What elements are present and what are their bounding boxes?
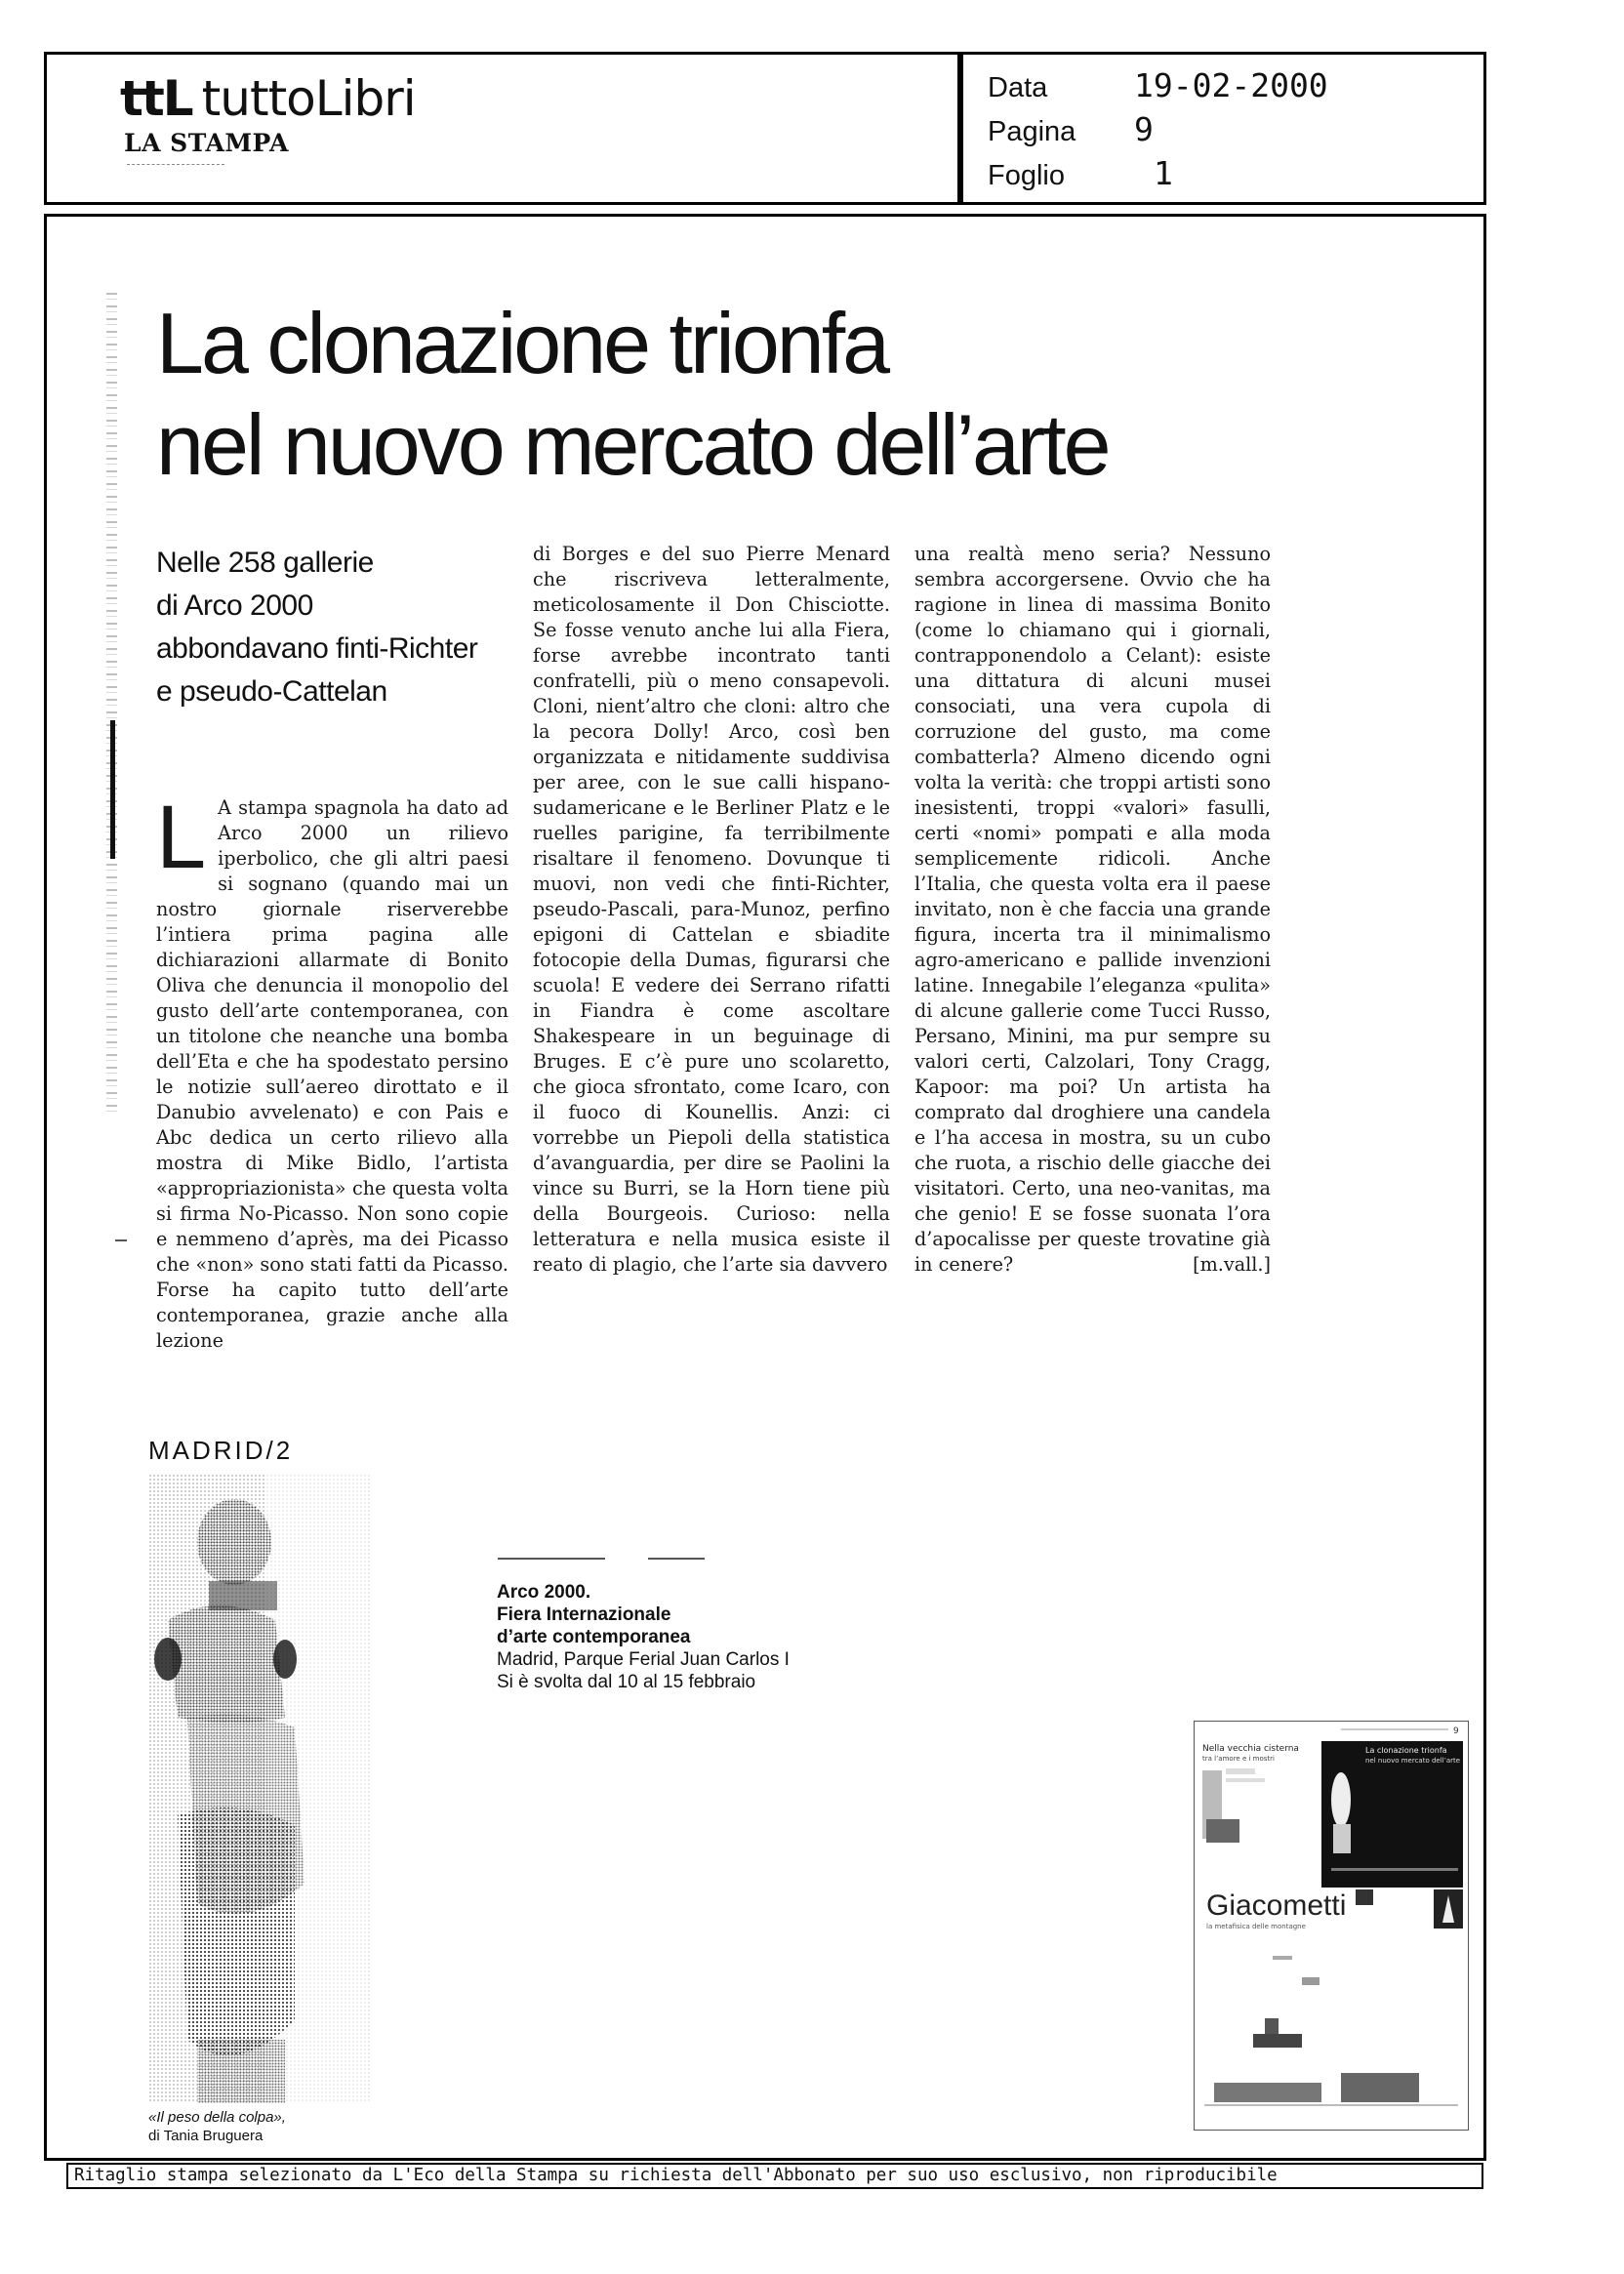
column-2-text: di Borges e del suo Pierre Menard che riscriveva letteralmente, meticolosamente il Don Chisciotte. Se fosse venuto anche lui alla Fiera, forse avrebbe incontrato tanti confratelli, più o meno consapevoli. Cloni, nient’altro che cloni: altro che la pecora Dolly! Arco, così ben organizzata e nitidamente suddivisa per aree, con le sue calli hispano-sudamericane e le Berliner Platz e le ruelles parigine, fa terribilmente risaltare il fenomeno. Dovunque ti muovi, non vedi che finti-Richter, pseudo-Pascali, para-Munoz, perfino epigoni di Cattelan e sbiadite fotocopie della Dumas, figurarsi che scuola! E vedere dei Serrano rifatti in Fiandra è come ascoltare Shakespeare in un beguinage di Bruges. E c’è pure uno scolaretto, che gioca sfrontato, come Icaro, con il fuoco di Kounellis. Anzi: ci vorrebbe un Piepoli della statistica d’avanguardia, per dire se Paolini la vince su Burri, se la Horn tiene più della Bourgeois. Curioso: nella letteratura e nella musica esiste il reato di plagio, che l’arte sia davvero — [533, 543, 890, 1276]
footer-disclaimer: Ritaglio stampa selezionato da L'Eco della Stampa su richiesta dell'Abbonato per suo uso esclusivo, non riproducibile — [66, 2163, 1483, 2189]
sheet-value: 1 — [1154, 154, 1173, 192]
column-3-body: una realtà meno seria? Nessuno sembra accorgersene. Ovvio che ha ragione in linea di massima Bonito (come lo chiamano qui i giornali, contrapponendolo a Celant): esiste una dittatura di alcuni musei consociati, una vera cupola di corruzione del gusto, ma come combatterla? Almeno dicendo ogni volta la verità: che troppi artisti sono inesistenti, troppi «valori» fasulli, certi «nomi» pompati e alla moda semplicemente ridicoli. Anche l’Italia, che questa volta era il paese invitato, non è che faccia una grande figura, incerta tra il minimalismo agro-americano e pallide invenzioni latine. Innegabile l’eleganza «pulita» di alcune gallerie come Tucci Russo, Persano, Minini, ma pur sempre su valori certi, Calzolari, Tony Cragg, Kapoor: ma poi? Un artista ha comprato dal droghiere una candela e l’ha accesa in mostra, su un cubo che ruota, a rischio delle giacche dei visitatori. Certo, una neo-vanitas, ma che genio! E se fosse suonata l’ora d’apocalisse per queste trovatine già in cenere? — [914, 543, 1271, 1276]
headline-line-1: La clonazione trionfa — [156, 295, 888, 391]
subhead-line-4: e pseudo-Cattelan — [156, 675, 387, 708]
scan-edge-marks — [106, 293, 117, 1113]
article-column-2 — [533, 542, 890, 1278]
meta-page-row — [988, 110, 1154, 148]
column-1-text: A stampa spagnola ha dato ad Arco 2000 un rilievo iperbolico, che gli altri paesi si sognano (quando mai un nostro giornale riserverebbe l’intiera prima pagina alle dichiarazioni allarmate di Bonito Oliva che denuncia il monopolio del gusto dell’arte contemporanea, con un titolone che neanche una bomba dell’Eta e che ha spodestato persino le notizie sull’aereo dirottato e il Danubio avvelenato) e con Pais e Abc dedica un certo rilievo alla mostra di Mike Bidlo, l’artista «appropriazionista» che questa volta si firma No-Picasso. Non sono copie e nemmeno d’après, ma dei Picasso che «non» sono stati fatti da Picasso. Forse ha capito tutto dell’arte contemporanea, grazie anche alla lezione — [156, 796, 509, 1352]
thumb-giacometti-sub: la metafisica delle montagne — [1206, 1923, 1306, 1930]
article-column-3 — [914, 542, 1271, 1278]
event-type-1: Fiera Internazionale — [497, 1604, 671, 1625]
meta-sheet-row — [988, 154, 1173, 192]
thumb-page-number: 9 — [1453, 1726, 1459, 1736]
date-label: Data — [988, 72, 1048, 103]
tuttolibri-logo — [120, 70, 416, 127]
article-headline — [156, 293, 1109, 496]
caption-author: di Tania Bruguera — [148, 2128, 264, 2144]
sheet-label: Foglio — [988, 160, 1065, 191]
drop-cap: L — [156, 788, 207, 887]
event-dates: Si è svolta dal 10 al 15 febbraio — [497, 1672, 756, 1692]
subhead-line-3: abbondavano finti-Richter — [156, 632, 478, 665]
margin-dash — [115, 1239, 127, 1241]
thumb-giacometti-title: Giacometti — [1206, 1889, 1347, 1922]
logo-underline — [127, 164, 224, 165]
article-column-1 — [156, 788, 509, 1354]
margin-bar — [110, 720, 115, 859]
photo-caption — [148, 2108, 286, 2145]
page-label: Pagina — [988, 116, 1076, 147]
info-rules — [498, 1558, 712, 1561]
la-stampa-logo: LA STAMPA — [124, 129, 289, 157]
photo-figure — [148, 1474, 371, 2103]
headline-line-2: nel nuovo mercato dell’arte — [156, 396, 1109, 493]
subhead-line-2: di Arco 2000 — [156, 589, 313, 622]
thumb-right-head-2: nel nuovo mercato dell’arte — [1365, 1757, 1461, 1765]
event-type-2: d’arte contemporanea — [497, 1627, 691, 1647]
event-name: Arco 2000. — [497, 1582, 591, 1603]
date-value: 19-02-2000 — [1134, 66, 1328, 104]
thumbnail-graphic — [1195, 1722, 1470, 2132]
tuttolibri-name: tuttoLibri — [201, 70, 416, 127]
ttl-mark: ttL — [120, 70, 192, 127]
thumb-left-head-2: tra l’amore e i mostri — [1202, 1755, 1275, 1763]
caption-title: «Il peso della colpa», — [148, 2109, 286, 2126]
subhead-line-1: Nelle 258 gallerie — [156, 547, 374, 579]
article-subhead — [156, 542, 517, 713]
event-info — [497, 1581, 790, 1693]
page-value: 9 — [1134, 110, 1154, 148]
column-3-text — [914, 542, 1271, 1278]
meta-date-row — [988, 66, 1328, 104]
thumb-right-head-1: La clonazione trionfa — [1365, 1746, 1447, 1755]
dateline: MADRID/2 — [148, 1436, 294, 1465]
thumb-left-head-1: Nella vecchia cisterna — [1202, 1744, 1299, 1754]
artwork-photo — [148, 1474, 371, 2103]
page-thumbnail — [1194, 1721, 1469, 2131]
author-signature: [m.vall.] — [1193, 1253, 1271, 1276]
event-venue: Madrid, Parque Ferial Juan Carlos I — [497, 1649, 790, 1670]
